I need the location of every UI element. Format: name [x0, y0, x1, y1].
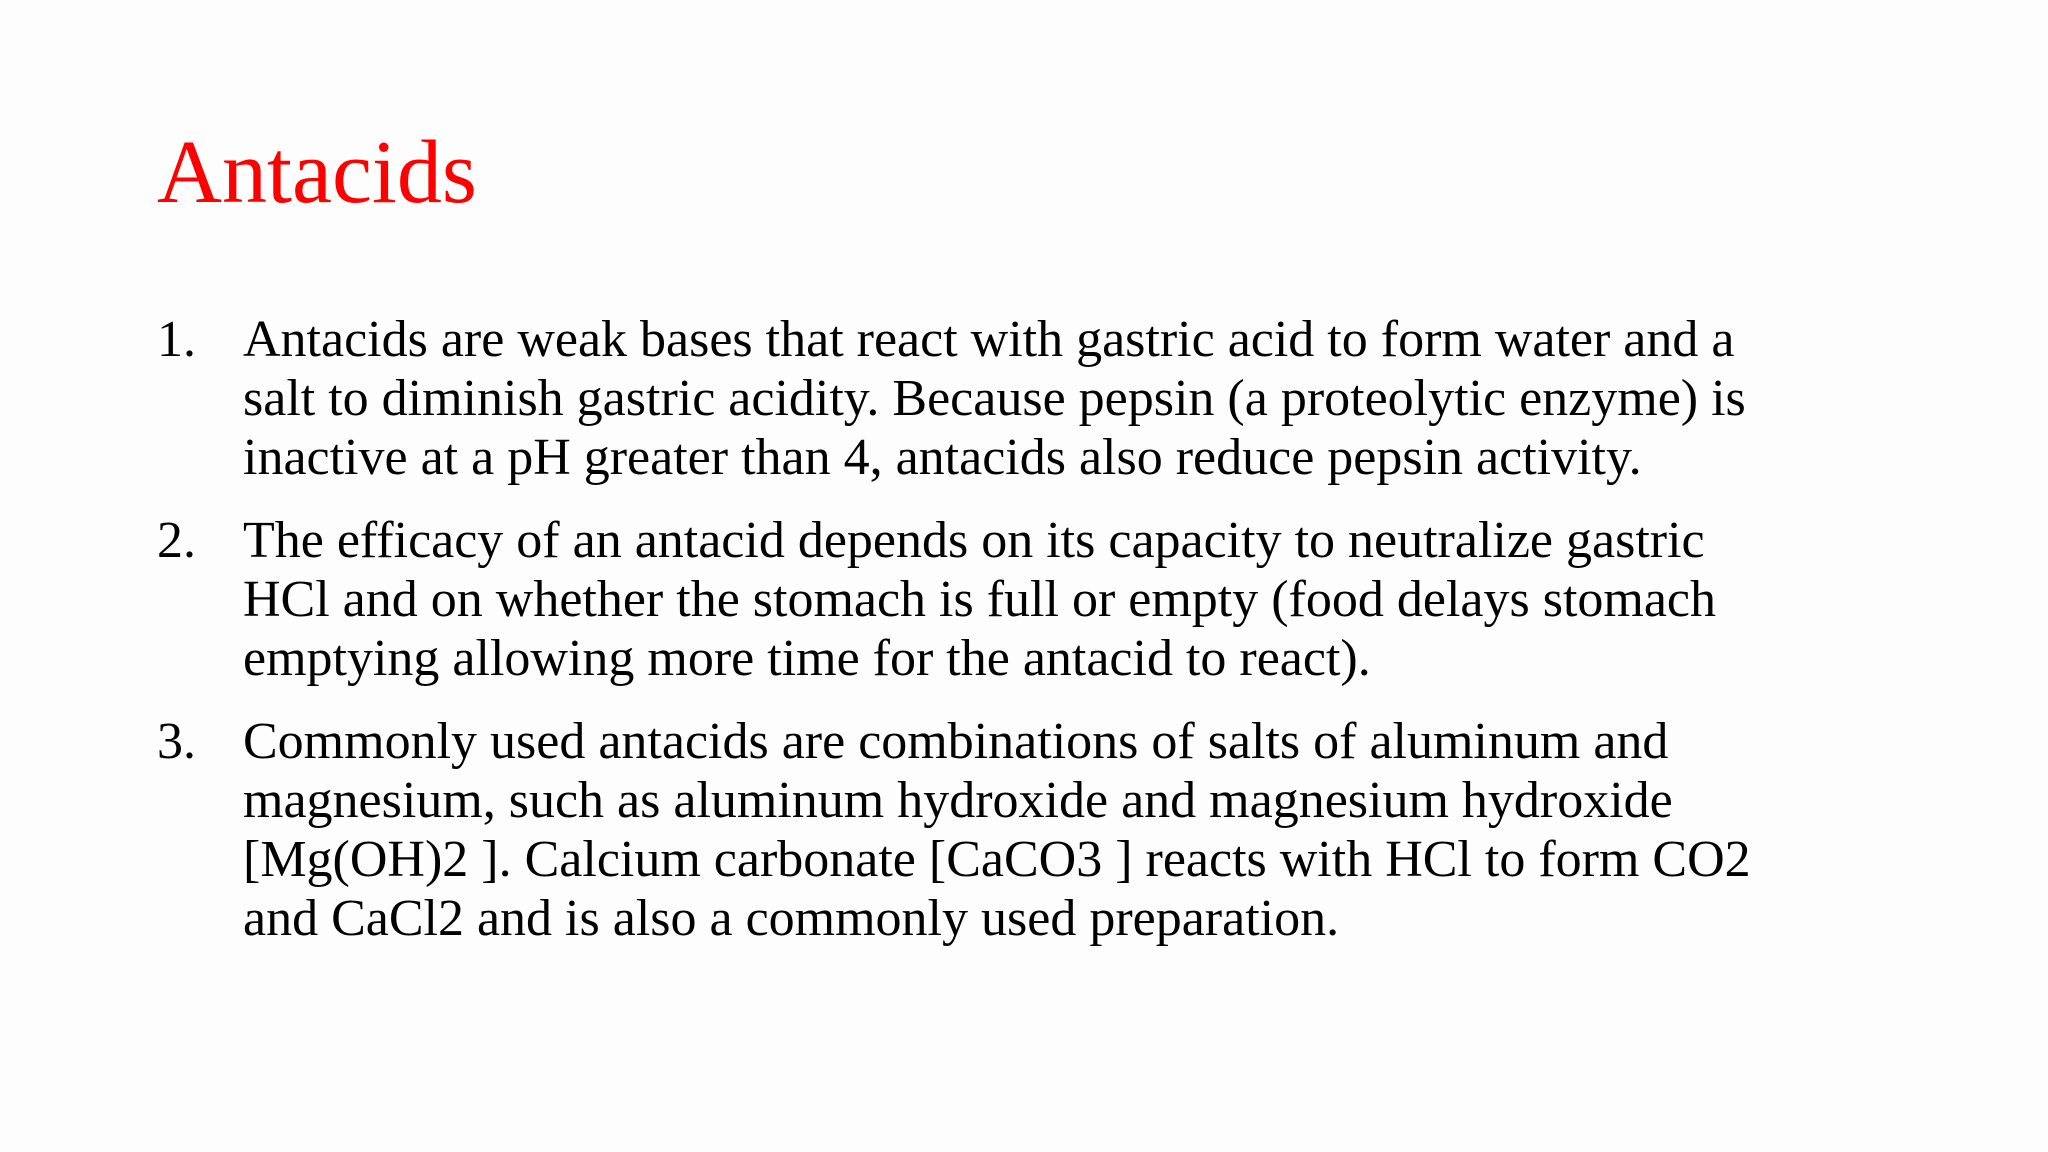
list-item-text: The efficacy of an antacid depends on its capacity to neutralize gastric HCl and on whether the stomach is full or empty (food delays stomach emptying allowing more time for the antacid to react).: [243, 512, 1717, 687]
slide-title: Antacids: [157, 123, 477, 222]
list-item-text: Commonly used antacids are combinations of salts of aluminum and magnesium, such as aluminum hydroxide and magnesium hydroxide [Mg(OH)2 ]. Calcium carbonate [CaCO3 ] reacts with HCl to form CO2 and CaCl2 and is also a commonly used preparation.: [243, 713, 1751, 947]
list-item: [157, 511, 1917, 688]
numbered-list: [157, 310, 1917, 972]
list-item: [157, 712, 1917, 948]
list-item-number: 1.: [157, 311, 196, 368]
list-item-number: 3.: [157, 713, 196, 770]
list-item-text: Antacids are weak bases that react with gastric acid to form water and a salt to diminish gastric acidity. Because pepsin (a proteolytic enzyme) is inactive at a pH greater than 4, antacids also reduce pepsin activity.: [243, 311, 1746, 486]
list-item-number: 2.: [157, 512, 196, 569]
list-item: [157, 310, 1917, 487]
